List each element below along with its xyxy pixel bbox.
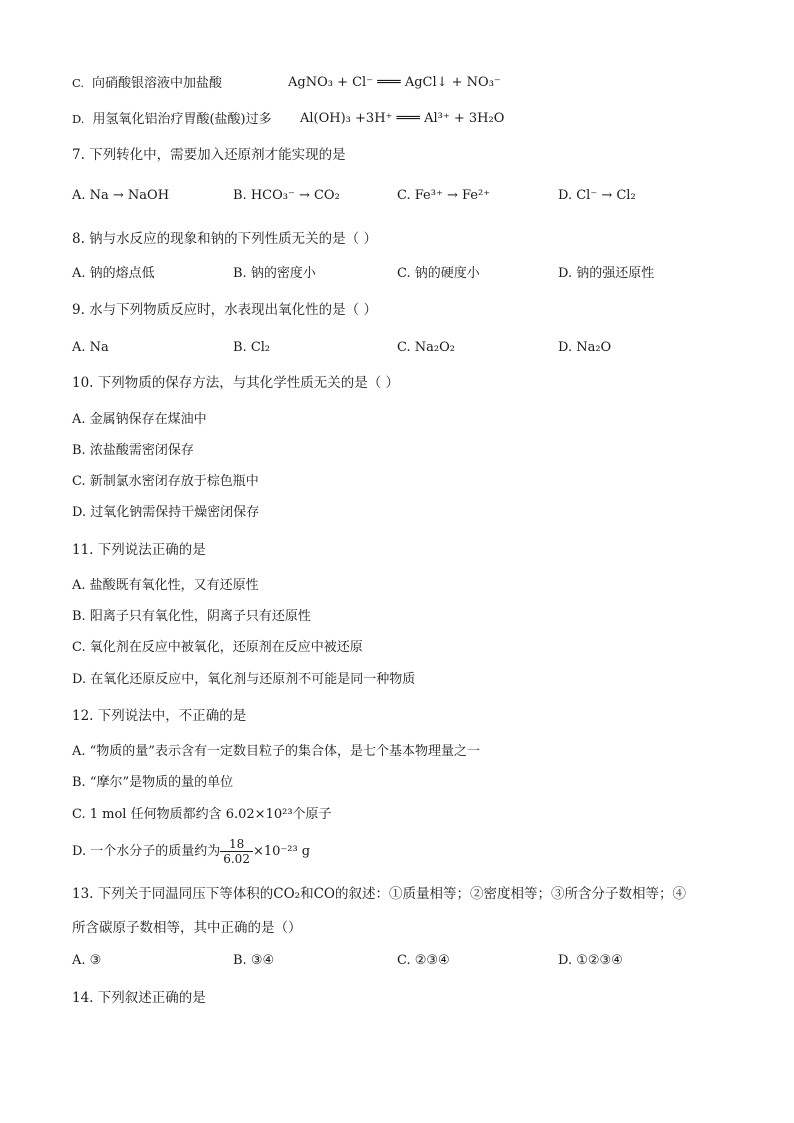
- question-13-stem-line2: 所含碳原子数相等，其中正确的是（）: [72, 920, 302, 936]
- question-7-stem: 7. 下列转化中，需要加入还原剂才能实现的是: [72, 147, 346, 163]
- option-c-line: [72, 73, 222, 94]
- question-10-stem: 10. 下列物质的保存方法，与其化学性质无关的是（ ）: [72, 375, 400, 391]
- q13-option-c: C. ②③④: [397, 953, 450, 968]
- q10-option-a: A. 金属钠保存在煤油中: [72, 412, 207, 427]
- q10-option-b: B. 浓盐酸需密闭保存: [72, 443, 194, 458]
- q7-option-d: D. Cl⁻ → Cl₂: [558, 188, 636, 203]
- option-text: 用氢氧化铝治疗胃酸(盐酸)过多: [92, 112, 272, 127]
- q9-option-d: D. Na₂O: [558, 340, 612, 355]
- option-label: C.: [72, 76, 85, 90]
- fraction: [220, 837, 253, 866]
- equation-d: Al(OH)₃ +3H⁺ ═══ Al³⁺ + 3H₂O: [300, 111, 505, 126]
- q12-option-c: C. 1 mol 任何物质都约含 6.02×10²³个原子: [72, 807, 332, 822]
- option-d-line: [72, 109, 272, 130]
- q8-option-b: B. 钠的密度小: [233, 266, 316, 281]
- q12-option-d-label: D. 一个水分子的质量约为: [72, 844, 221, 859]
- question-8-stem: 8. 钠与水反应的现象和钠的下列性质无关的是（ ）: [72, 231, 377, 247]
- q11-option-b: B. 阳离子只有氧化性，阴离子只有还原性: [72, 609, 311, 624]
- q9-option-b: B. Cl₂: [233, 340, 271, 355]
- q12-option-d-tail: ×10⁻²³ g: [252, 844, 311, 859]
- q13-option-d: D. ①②③④: [558, 953, 623, 968]
- q12-option-a: A. “物质的量”表示含有一定数目粒子的集合体，是七个基本物理量之一: [72, 744, 480, 759]
- q7-option-c: C. Fe³⁺ → Fe²⁺: [397, 188, 491, 203]
- q7-option-a: A. Na → NaOH: [72, 188, 170, 203]
- q8-option-d: D. 钠的强还原性: [558, 266, 655, 281]
- question-11-stem: 11. 下列说法正确的是: [72, 542, 206, 558]
- q13-option-a: A. ③: [72, 953, 102, 968]
- fraction-numerator: 18: [220, 837, 253, 852]
- q13-option-b: B. ③④: [233, 953, 275, 968]
- question-12-stem: 12. 下列说法中，不正确的是: [72, 708, 247, 724]
- q12-option-b: B. “摩尔”是物质的量的单位: [72, 775, 234, 790]
- q12-option-d: [72, 834, 310, 870]
- q11-option-a: A. 盐酸既有氧化性，又有还原性: [72, 578, 259, 593]
- fraction-denominator: 6.02: [223, 852, 250, 866]
- equation-c: AgNO₃ + Cl⁻ ═══ AgCl↓ + NO₃⁻: [288, 75, 501, 90]
- q11-option-c: C. 氧化剂在反应中被氧化，还原剂在反应中被还原: [72, 640, 363, 655]
- question-9-stem: 9. 水与下列物质反应时，水表现出氧化性的是（ ）: [72, 302, 377, 318]
- q10-option-c: C. 新制氯水密闭存放于棕色瓶中: [72, 474, 259, 489]
- q9-option-a: A. Na: [72, 340, 109, 355]
- q9-option-c: C. Na₂O₂: [397, 340, 455, 355]
- question-13-stem-line1: 13. 下列关于同温同压下等体积的CO₂和CO的叙述：①质量相等；②密度相等；③所含分子数相等；④: [72, 886, 686, 902]
- q7-option-b: B. HCO₃⁻ → CO₂: [233, 188, 340, 203]
- q8-option-a: A. 钠的熔点低: [72, 266, 155, 281]
- q8-option-c: C. 钠的硬度小: [397, 266, 480, 281]
- option-text: 向硝酸银溶液中加盐酸: [92, 76, 223, 91]
- option-label: D.: [72, 112, 85, 126]
- q10-option-d: D. 过氧化钠需保持干燥密闭保存: [72, 505, 260, 520]
- question-14-stem: 14. 下列叙述正确的是: [72, 990, 206, 1006]
- q11-option-d: D. 在氧化还原反应中，氧化剂与还原剂不可能是同一种物质: [72, 672, 416, 687]
